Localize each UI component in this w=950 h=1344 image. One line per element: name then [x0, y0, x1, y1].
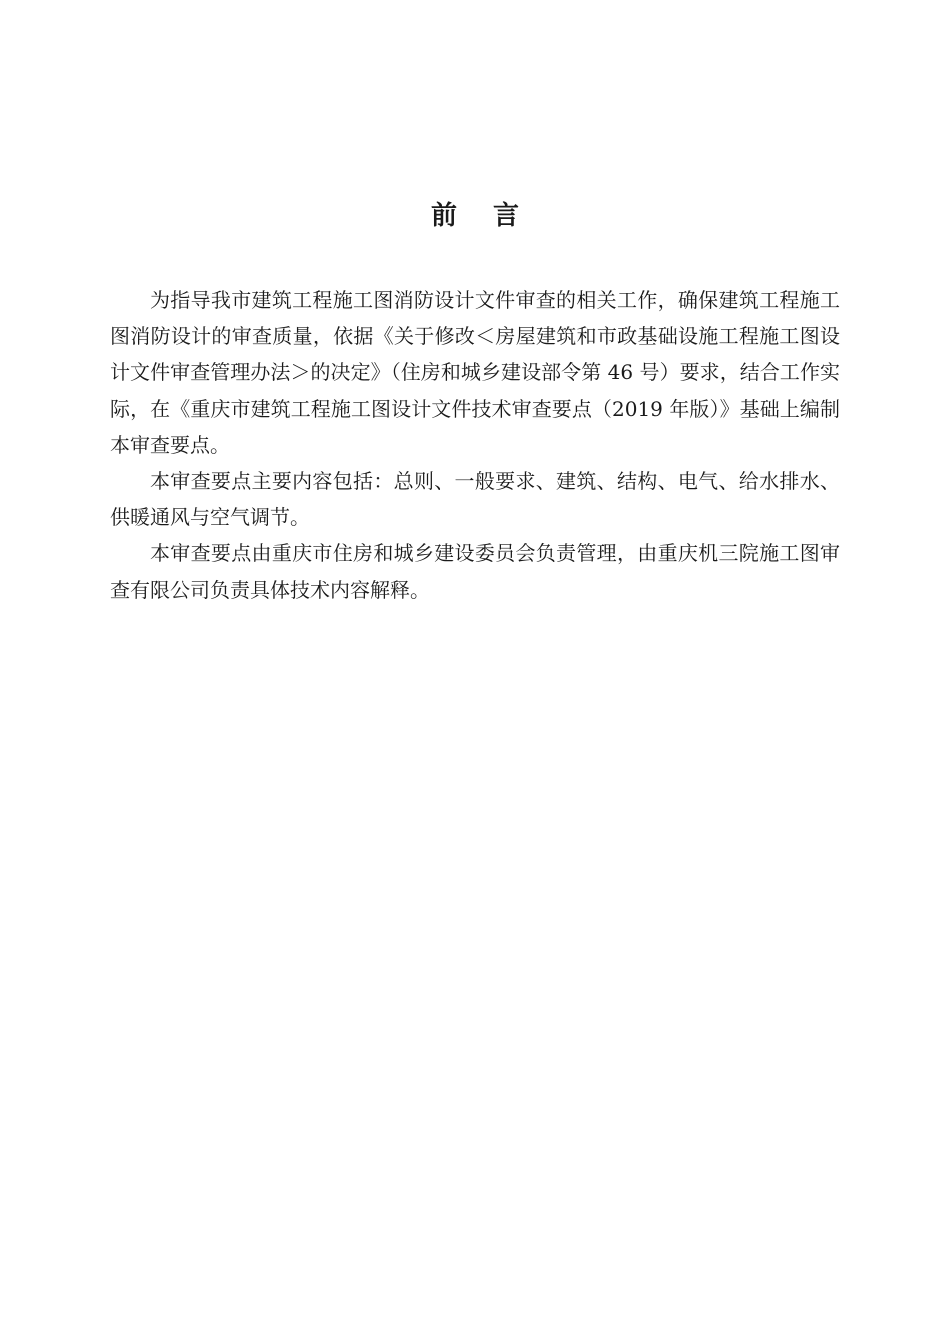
page-title: 前言 [430, 201, 555, 231]
preface-body [110, 282, 840, 608]
paragraph: 本审查要点由重庆市住房和城乡建设委员会负责管理，由重庆机三院施工图审查有限公司负责具体技术内容解释。 [110, 541, 840, 602]
paragraph: 为指导我市建筑工程施工图消防设计文件审查的相关工作，确保建筑工程施工图消防设计的审查质量，依据《关于修改＜房屋建筑和市政基础设施工程施工图设计文件审查管理办法＞的决定》（住房和城乡建设部令第 46 号）要求，结合工作实际，在《重庆市建筑工程施工图设计文件技术审查要点（2019 年版）》基础上编制本审查要点。 [110, 288, 840, 457]
paragraph: 本审查要点主要内容包括：总则、一般要求、建筑、结构、电气、给水排水、供暖通风与空气调节。 [110, 469, 840, 530]
